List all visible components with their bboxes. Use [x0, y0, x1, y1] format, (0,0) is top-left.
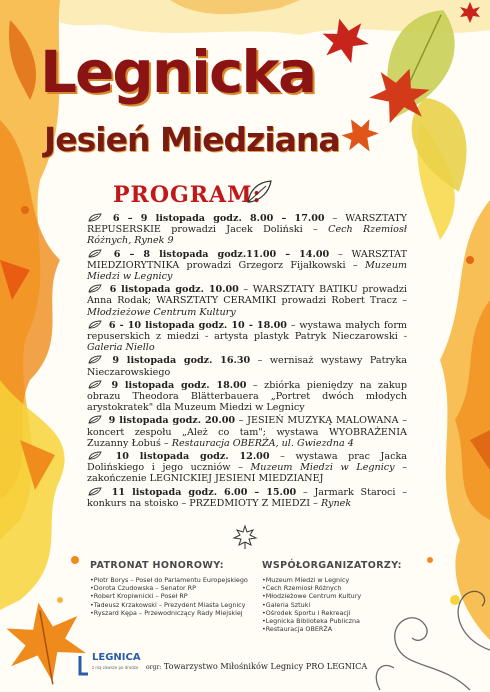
program-entry	[87, 284, 407, 318]
list-item: •Muzeum Miedzi w Legnicy	[262, 576, 350, 584]
leaf-bullet-icon	[87, 451, 105, 460]
list-item: •Ośrodek Sportu i Rekreacji	[262, 608, 351, 617]
list-item: •Młodzieżowe Centrum Kultury	[262, 592, 362, 601]
patronat-heading: PATRONAT HONOROWY:	[90, 560, 224, 571]
event-date: 6 – 8 listopada godz.11.00 – 14.00	[113, 248, 330, 260]
event-description: – zbiórka pieniędzy na zakup obrazu Theodora Blätterbauera „Portret dwóch młodych arystokratek" dla Muzeum Miedzi w Legnicy	[87, 379, 407, 414]
poster-subtitle: Jesień Miedziana	[44, 120, 340, 159]
legnica-logo-icon	[78, 652, 90, 678]
program-entry	[87, 213, 407, 247]
leaf-bullet-icon	[87, 213, 105, 222]
organizer-name: Towarzystwo Miłośników Legnicy PRO LEGNICA	[163, 661, 368, 671]
list-item: •Piotr Borys – Poseł do Parlamentu Europejskiego	[90, 576, 248, 584]
list-item: •Cech Rzemiosł Różnych	[262, 584, 342, 593]
program-entry	[87, 355, 407, 377]
event-date: 10 listopada godz. 12.00	[115, 451, 270, 463]
event-venue: Galeria Niello	[87, 342, 155, 354]
event-description-tail: – zakończenie LEGNICKIEJ JESIENI MIEDZIANEJ	[87, 462, 407, 485]
list-item: •Galeria Sztuki	[262, 600, 311, 609]
event-venue: Muzeum Miedzi w Legnicy	[250, 462, 395, 474]
event-date: 6 - 10 listopada godz. 10 - 18.00	[108, 319, 287, 331]
event-date: 6 – 9 listopada godz. 8.00 – 17.00	[112, 213, 325, 224]
list-item: •Tadeusz Krzakowski – Prezydent Miasta Legnicy	[90, 600, 246, 609]
event-description: – JESIEŃ MUZYKĄ MALOWANA – koncert zespołu „Ależ co tam"; wystawa WYOBRAŻENIA Zuzanny Łobuś –	[87, 415, 407, 449]
program-entry	[87, 415, 407, 449]
logo-tagline: z nią zawsze po drodze	[92, 665, 139, 670]
logo-name: LEGNICA	[92, 652, 141, 663]
program-entry	[87, 320, 407, 354]
list-item: •Ryszard Kępa – Przewodniczący Rady Miejskiej	[90, 608, 243, 617]
list-item: •Dorota Czudowska – Senator RP	[90, 584, 196, 593]
program-entry	[87, 451, 407, 485]
leaf-bullet-icon	[87, 487, 105, 496]
event-description: – WARSZTATY REPUSERSKIE prowadzi Jacek Doliński –	[87, 213, 407, 236]
leaf-icon	[244, 178, 274, 206]
poster-title: Legnicka	[40, 38, 316, 106]
event-date: 6 listopada godz. 10.00	[109, 284, 239, 296]
event-venue: Muzeum Miedzi w Legnicy	[87, 259, 407, 283]
program-list	[87, 213, 407, 511]
leaf-bullet-icon	[87, 415, 105, 424]
event-venue: Cech Rzemiosł Różnych, Rynek 9	[87, 224, 407, 247]
event-date: 11 listopada godz. 6.00 – 15.00	[111, 486, 297, 498]
event-description: – wystawa prac Jacka Dolińskiego i jego uczniów –	[87, 451, 407, 474]
leaf-bullet-icon	[87, 249, 105, 258]
event-description: – WARSZTAT MIEDZIORYTNIKA prowadzi Grzegorz Fijałkowski –	[87, 248, 407, 271]
program-entry	[87, 249, 407, 283]
organizer-line	[146, 661, 367, 671]
event-date: 9 listopada godz. 20.00	[108, 415, 236, 427]
list-item: •Restauracja OBERŻA	[262, 625, 333, 634]
event-description: – wystawa małych form repuserskich z miedzi - artysta plastyk Patryk Nieczarowski -	[87, 319, 407, 343]
list-item: •Robert Kropiwnicki – Poseł RP	[90, 592, 188, 601]
maple-leaf-icon	[232, 524, 258, 550]
list-item: •Legnicka Biblioteka Publiczna	[262, 617, 360, 626]
leaf-bullet-icon	[87, 284, 105, 293]
event-date: 9 listopada godz. 18.00	[111, 379, 247, 391]
leaf-bullet-icon	[87, 380, 105, 389]
program-entry	[87, 380, 407, 414]
program-entry	[87, 487, 407, 509]
leaf-bullet-icon	[87, 355, 105, 364]
leaf-bullet-icon	[87, 320, 105, 329]
event-venue: Młodzieżowe Centrum Kultury	[87, 306, 236, 318]
event-description: – WARSZTATY BATIKU prowadzi Anna Rodak; WARSZTATY CERAMIKI prowadzi Robert Tracz –	[87, 284, 407, 307]
event-venue: Restauracja OBERŻA, ul. Gwiezdna 4	[171, 437, 354, 449]
event-date: 9 listopada godz. 16.30	[112, 355, 251, 367]
wspolorganizatorzy-heading: WSPÓŁORGANIZATORZY:	[262, 560, 402, 571]
organizer-label: orgr:	[146, 664, 162, 671]
event-description: – Jarmark Staroci – konkurs na stoisko – PRZEDMIOTY Z MIEDZI –	[87, 486, 407, 509]
event-venue: Rynek	[320, 497, 352, 509]
program-heading: PROGRAM:	[113, 182, 262, 208]
event-description: – wernisaż wystawy Patryka Nieczarowskiego	[87, 355, 407, 378]
patronat-list	[90, 576, 260, 617]
wspolorganizatorzy-list	[262, 576, 412, 633]
